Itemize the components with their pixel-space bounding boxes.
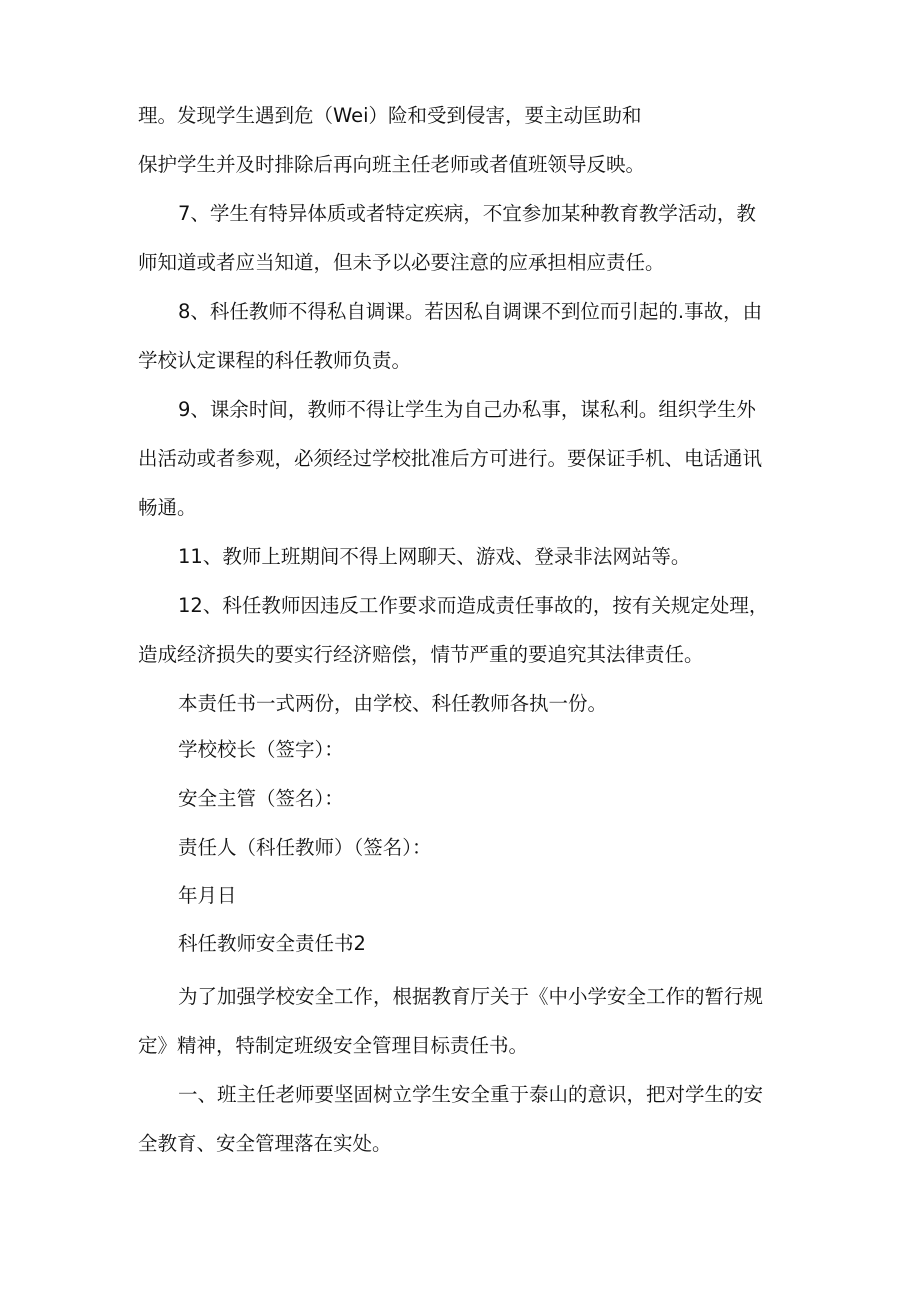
responsible-teacher-signature-label: 责任人（科任教师）（签名）： xyxy=(178,836,432,859)
paragraph-9-line-1: 9、课余时间，教师不得让学生为自己办私事，谋私利。组织学生外 xyxy=(178,398,756,421)
item-one-line-1: 一、班主任老师要坚固树立学生安全重于泰山的意识，把对学生的安 xyxy=(178,1083,764,1106)
intro-line-2: 定》精神，特制定班级安全管理目标责任书。 xyxy=(138,1034,529,1057)
section-title: 科任教师安全责任书2 xyxy=(178,932,366,955)
paragraph-11: 11、教师上班期间不得上网聊天、游戏、登录非法网站等。 xyxy=(178,545,691,568)
date-label: 年月日 xyxy=(178,884,237,907)
text-line: 理。发现学生遇到危（Wei）险和受到侵害，要主动匡助和 xyxy=(138,104,642,127)
paragraph-7-line-2: 师知道或者应当知道，但未予以必要注意的应承担相应责任。 xyxy=(138,251,665,274)
principal-signature-label: 学校校长（签字）： xyxy=(178,738,344,761)
paragraph-9-line-3: 畅通。 xyxy=(138,496,197,519)
paragraph-7-line-1: 7、学生有特异体质或者特定疾病，不宜参加某种教育教学活动，教 xyxy=(178,202,756,225)
paragraph-12-line-1: 12、科任教师因违反工作要求而造成责任事故的，按有关规定处理， xyxy=(178,594,769,617)
copies-note: 本责任书一式两份，由学校、科任教师各执一份。 xyxy=(178,692,608,715)
text-line: 保护学生并及时排除后再向班主任老师或者值班领导反映。 xyxy=(138,153,646,176)
safety-supervisor-signature-label: 安全主管（签名）： xyxy=(178,787,344,810)
item-one-line-2: 全教育、安全管理落在实处。 xyxy=(138,1132,392,1155)
paragraph-8-line-2: 学校认定课程的科任教师负责。 xyxy=(138,349,412,372)
paragraph-9-line-2: 出活动或者参观，必须经过学校批准后方可进行。要保证手机、电话通讯 xyxy=(138,447,763,470)
intro-line-1: 为了加强学校安全工作，根据教育厅关于《中小学安全工作的暂行规 xyxy=(178,985,764,1008)
paragraph-12-line-2: 造成经济损失的要实行经济赔偿，情节严重的要追究其法律责任。 xyxy=(138,643,704,666)
paragraph-8-line-1: 8、科任教师不得私自调课。若因私自调课不到位而引起的.事故，由 xyxy=(178,300,763,323)
